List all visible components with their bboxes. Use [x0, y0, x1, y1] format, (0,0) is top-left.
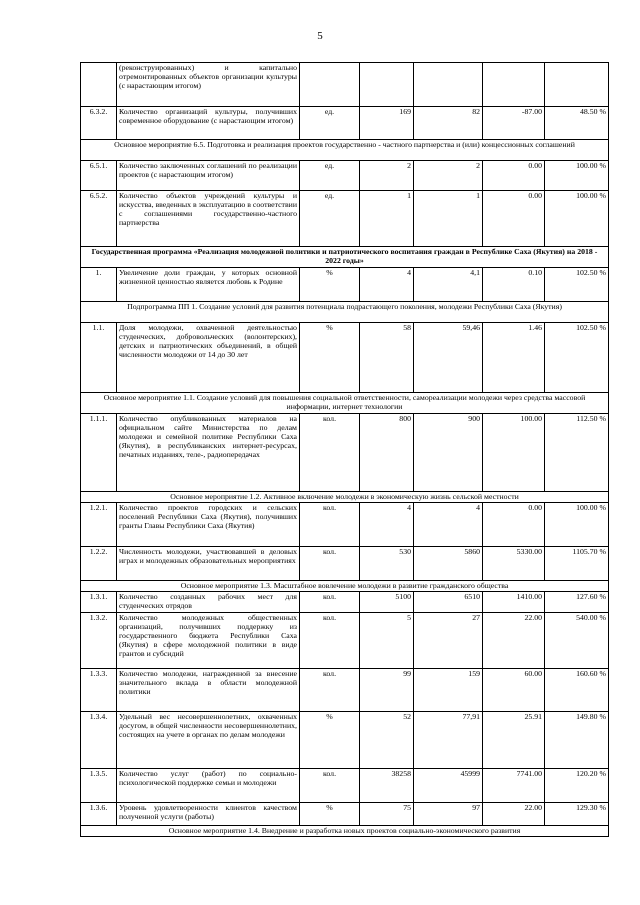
section-header-row — [81, 826, 609, 837]
indicator-name: Количество заключенных соглашений по реализации проектов (с нарастающим итогом) — [117, 161, 300, 191]
table-row — [81, 803, 609, 826]
indicator-name: Количество созданных рабочих мест для студенческих отрядов — [117, 592, 300, 613]
percent-value: 100.00 % — [545, 161, 609, 191]
deviation-value: 7741.00 — [483, 769, 545, 803]
indicator-number: 6.5.2. — [81, 191, 117, 247]
plan-value: 58 — [360, 323, 414, 393]
deviation-value: 0.00 — [483, 503, 545, 547]
plan-value: 38258 — [360, 769, 414, 803]
page-number: 5 — [317, 30, 323, 42]
unit-cell — [300, 63, 360, 107]
indicator-name: Увеличение доли граждан, у которых основной жизненной ценностью является любовь к Родине — [117, 268, 300, 302]
fact-value: 77,91 — [414, 712, 483, 769]
unit-cell: кол. — [300, 503, 360, 547]
indicator-name: Количество проектов городских и сельских поселений Республики Саха (Якутия), получивших гранты Главы Республики Саха (Якутия) — [117, 503, 300, 547]
indicator-name: Количество услуг (работ) по социально-психологической поддержке семьи и молодежи — [117, 769, 300, 803]
plan-value: 169 — [360, 107, 414, 140]
section-header-row — [81, 581, 609, 592]
unit-cell: ед. — [300, 191, 360, 247]
plan-value: 99 — [360, 669, 414, 712]
indicator-name: Количество опубликованных материалов на официальном сайте Министерства по делам молодежи и семейной политике Республики Саха (Якутия), в республиканских интернет-ресурсах, печатных изданиях, теле-, радиопередачах — [117, 414, 300, 492]
table-row — [81, 268, 609, 302]
plan-value: 5100 — [360, 592, 414, 613]
indicator-number: 1.2.2. — [81, 547, 117, 581]
section-title: Основное мероприятие 6.5. Подготовка и реализация проектов государственно - частного партнерства и (или) концессионных соглашений — [81, 140, 609, 161]
table-row — [81, 613, 609, 669]
plan-value: 530 — [360, 547, 414, 581]
section-title: Основное мероприятие 1.3. Масштабное вовлечение молодежи в развитие гражданского общества — [81, 581, 609, 592]
fact-value: 97 — [414, 803, 483, 826]
unit-cell: кол. — [300, 769, 360, 803]
unit-cell: ед. — [300, 161, 360, 191]
fact-value: 4,1 — [414, 268, 483, 302]
indicator-name: Удельный вес несовершеннолетних, охваченных досугом, в общей численности несовершеннолетних, состоящих на учете в органах по делам молодежи — [117, 712, 300, 769]
plan-value: 4 — [360, 268, 414, 302]
unit-cell: кол. — [300, 414, 360, 492]
deviation-value: 1410.00 — [483, 592, 545, 613]
percent-value: 160.60 % — [545, 669, 609, 712]
fact-value: 2 — [414, 161, 483, 191]
fact-value — [414, 63, 483, 107]
unit-cell: % — [300, 268, 360, 302]
indicators-table — [80, 62, 609, 837]
section-header-row — [81, 393, 609, 414]
plan-value: 5 — [360, 613, 414, 669]
table-row — [81, 592, 609, 613]
indicator-number: 1.3.3. — [81, 669, 117, 712]
indicator-number: 1.2.1. — [81, 503, 117, 547]
deviation-value: 100.00 — [483, 414, 545, 492]
indicator-name: Количество молодежи, награжденной за внесение значительного вклада в области молодежной политики — [117, 669, 300, 712]
table-row — [81, 547, 609, 581]
deviation-value: 1.46 — [483, 323, 545, 393]
table-row — [81, 161, 609, 191]
percent-value: 112.50 % — [545, 414, 609, 492]
deviation-value: 5330.00 — [483, 547, 545, 581]
indicator-number: 1.3.6. — [81, 803, 117, 826]
deviation-value: 25.91 — [483, 712, 545, 769]
table-row — [81, 503, 609, 547]
table-row — [81, 414, 609, 492]
unit-cell: % — [300, 712, 360, 769]
indicator-name: Уровень удовлетворенности клиентов качеством полученной услуги (работы) — [117, 803, 300, 826]
unit-cell: кол. — [300, 592, 360, 613]
section-title: Основное мероприятие 1.2. Активное включение молодежи в экономическую жизнь сельской местности — [81, 492, 609, 503]
fact-value: 45999 — [414, 769, 483, 803]
indicator-number: 1.1. — [81, 323, 117, 393]
indicator-number — [81, 63, 117, 107]
percent-value: 540.00 % — [545, 613, 609, 669]
plan-value: 4 — [360, 503, 414, 547]
fact-value: 5860 — [414, 547, 483, 581]
percent-value: 127.60 % — [545, 592, 609, 613]
program-title: Государственная программа «Реализация молодежной политики и патриотического воспитания граждан в Республике Саха (Якутия) на 2018 - 2022 годы» — [81, 247, 609, 268]
indicator-number: 1. — [81, 268, 117, 302]
fact-value: 59,46 — [414, 323, 483, 393]
deviation-value: 0.00 — [483, 191, 545, 247]
indicator-number: 1.3.2. — [81, 613, 117, 669]
percent-value — [545, 63, 609, 107]
indicator-name: Численность молодежи, участвовавшей в деловых играх и молодежных образовательных мероприятиях — [117, 547, 300, 581]
percent-value: 120.20 % — [545, 769, 609, 803]
deviation-value: -87.00 — [483, 107, 545, 140]
deviation-value: 22.00 — [483, 803, 545, 826]
indicator-number: 1.3.1. — [81, 592, 117, 613]
percent-value: 1105.70 % — [545, 547, 609, 581]
deviation-value: 0.00 — [483, 161, 545, 191]
table-row — [81, 712, 609, 769]
table-row — [81, 769, 609, 803]
table-row — [81, 669, 609, 712]
table-row — [81, 191, 609, 247]
deviation-value: 22.00 — [483, 613, 545, 669]
section-title: Подпрограмма ПП 1. Создание условий для развития потенциала подрастающего поколения, молодежи Республики Саха (Якутия) — [81, 302, 609, 323]
unit-cell: кол. — [300, 547, 360, 581]
unit-cell: кол. — [300, 669, 360, 712]
unit-cell: % — [300, 323, 360, 393]
percent-value: 102.50 % — [545, 323, 609, 393]
deviation-value — [483, 63, 545, 107]
table-row — [81, 107, 609, 140]
section-header-row — [81, 140, 609, 161]
indicator-number: 6.3.2. — [81, 107, 117, 140]
plan-value: 2 — [360, 161, 414, 191]
plan-value: 75 — [360, 803, 414, 826]
fact-value: 6510 — [414, 592, 483, 613]
table-row — [81, 323, 609, 393]
unit-cell: кол. — [300, 613, 360, 669]
deviation-value: 0.10 — [483, 268, 545, 302]
unit-cell: % — [300, 803, 360, 826]
table-row — [81, 63, 609, 107]
fact-value: 82 — [414, 107, 483, 140]
fact-value: 900 — [414, 414, 483, 492]
percent-value: 149.80 % — [545, 712, 609, 769]
percent-value: 102.50 % — [545, 268, 609, 302]
fact-value: 1 — [414, 191, 483, 247]
fact-value: 27 — [414, 613, 483, 669]
percent-value: 48.50 % — [545, 107, 609, 140]
deviation-value: 60.00 — [483, 669, 545, 712]
indicator-name: Количество объектов учреждений культуры и искусства, введенных в эксплуатацию в соответствии с соглашениями государственно-частного партнерства — [117, 191, 300, 247]
indicator-name: Доля молодежи, охваченной деятельностью студенческих, добровольческих (волонтерских), детских и патриотических объединений, в общей численности молодежи от 14 до 30 лет — [117, 323, 300, 393]
unit-cell: ед. — [300, 107, 360, 140]
percent-value: 100.00 % — [545, 191, 609, 247]
percent-value: 100.00 % — [545, 503, 609, 547]
indicator-number: 6.5.1. — [81, 161, 117, 191]
section-title: Основное мероприятие 1.4. Внедрение и разработка новых проектов социально-экономического развития — [81, 826, 609, 837]
indicator-number: 1.1.1. — [81, 414, 117, 492]
section-header-row — [81, 302, 609, 323]
indicator-number: 1.3.4. — [81, 712, 117, 769]
plan-value: 52 — [360, 712, 414, 769]
indicator-name: Количество молодежных общественных организаций, получивших поддержку из государственного бюджета Республики Саха (Якутия) в сфере молодежной политики в виде грантов и субсидий — [117, 613, 300, 669]
indicator-number: 1.3.5. — [81, 769, 117, 803]
plan-value — [360, 63, 414, 107]
indicator-name: (реконструированных) и капитально отремонтированных объектов организации культуры (с нарастающим итогом) — [117, 63, 300, 107]
program-header-row — [81, 247, 609, 268]
indicator-name: Количество организаций культуры, получивших современное оборудование (с нарастающим итогом) — [117, 107, 300, 140]
plan-value: 1 — [360, 191, 414, 247]
fact-value: 159 — [414, 669, 483, 712]
section-title: Основное мероприятие 1.1. Создание условий для повышения социальной ответственности, самореализации молодежи через средства массовой информации, интернет технологии — [81, 393, 609, 414]
percent-value: 129.30 % — [545, 803, 609, 826]
section-header-row — [81, 492, 609, 503]
fact-value: 4 — [414, 503, 483, 547]
plan-value: 800 — [360, 414, 414, 492]
